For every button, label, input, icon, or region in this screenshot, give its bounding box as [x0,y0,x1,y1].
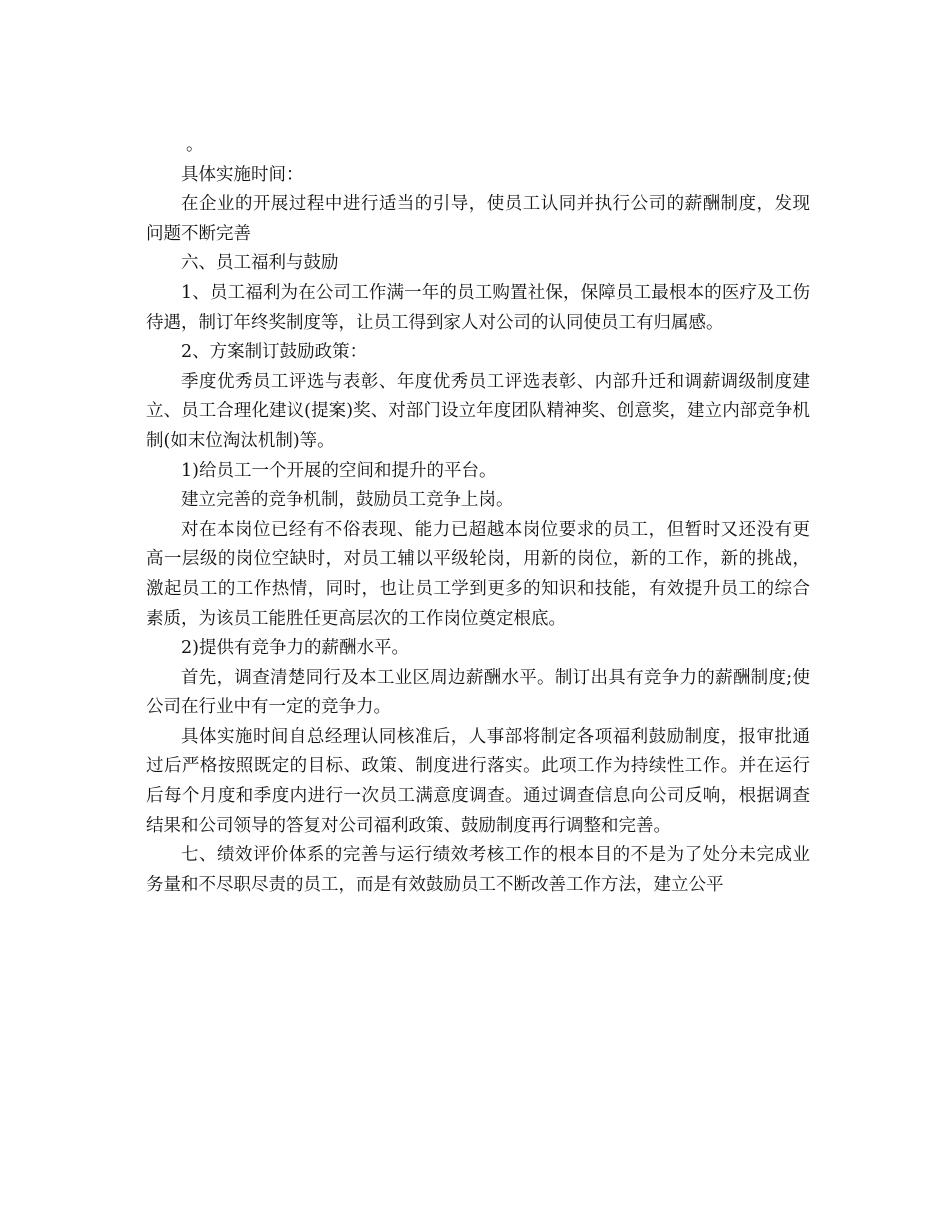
paragraph-welfare-1: 1、员工福利为在公司工作满一年的员工购置社保，保障员工最根本的医疗及工伤待遇，制订年终奖制度等，让员工得到家人对公司的认同使员工有归属感。 [146,282,810,333]
paragraph-salary-survey: 首先，调查清楚同行及本工业区周边薪酬水平。制订出具有竞争力的薪酬制度;使公司在行业中有一定的竞争力。 [146,667,810,718]
section-heading-welfare: 六、员工福利与鼓励 [181,253,339,274]
leading-punctuation: 。 [186,135,204,155]
document-body [146,131,810,900]
paragraph-competition: 建立完善的竞争机制，鼓励员工竞争上岗。 [181,490,514,511]
section-heading-performance: 七、绩效评价体系的完善与运行绩效考核工作的根本目的不是为了处分未完成业务量和不尽职尽责的员工，而是有效鼓励员工不断改善工作方法，建立公平 [146,845,810,895]
paragraph-rotation: 对在本岗位已经有不俗表现、能力已超越本岗位要求的员工，但暂时又还没有更高一层级的岗位空缺时，对员工辅以平级轮岗，用新的岗位，新的工作，新的挑战，激起员工的工作热情，同时，也让员工学到更多的知识和技能，有效提升员工的综合素质，为该员工能胜任更高层次的工作岗位奠定根底。 [146,519,810,629]
paragraph-welfare-2: 2、方案制订鼓励政策： [181,342,368,363]
paragraph-salary: 2)提供有竞争力的薪酬水平。 [181,638,409,659]
paragraph-incentive-list: 季度优秀员工评选与表彰、年度优秀员工评选表彰、内部升迁和调薪调级制度建立、员工合理化建议(提案)奖、对部门设立年度团队精神奖、创意奖，建立内部竞争机制(如末位淘汰机制)等。 [146,371,810,451]
paragraph-implementation-time: 具体实施时间： [181,164,304,185]
paragraph-execution: 具体实施时间自总经理认同核准后，人事部将制定各项福利鼓励制度，报审批通过后严格按照既定的目标、政策、制度进行落实。此项工作为持续性工作。并在运行后每个月度和季度内进行一次员工满意度调查。通过调查信息向公司反响，根据调查结果和公司领导的答复对公司福利政策、鼓励制度再行调整和完善。 [146,726,810,836]
paragraph-guidance: 在企业的开展过程中进行适当的引导，使员工认同并执行公司的薪酬制度，发现问题不断完善 [146,194,810,244]
paragraph-platform: 1)给员工一个开展的空间和提升的平台。 [181,460,497,481]
